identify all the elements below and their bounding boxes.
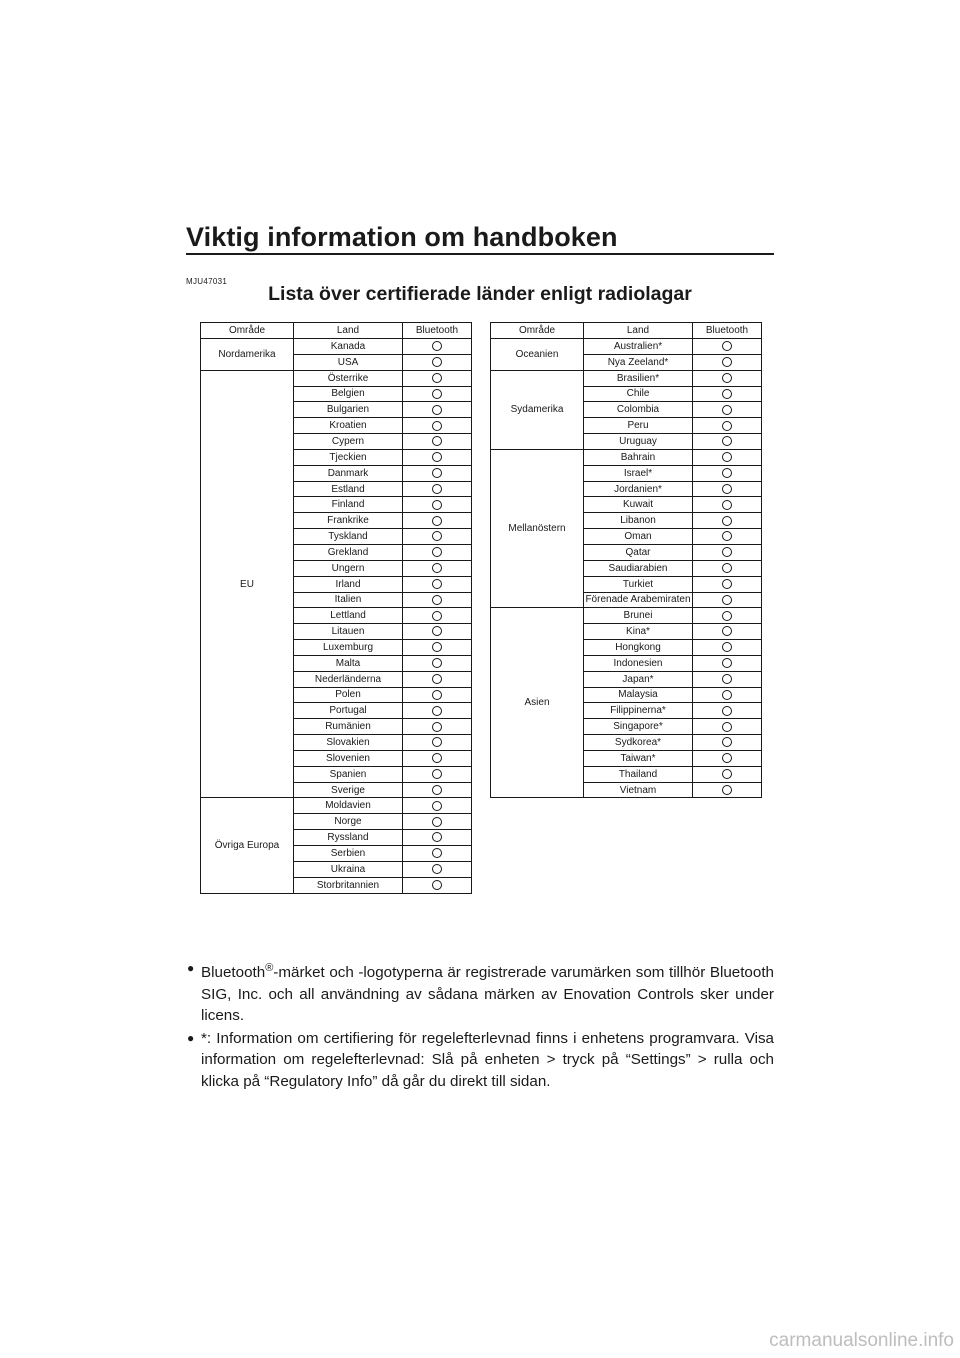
table-row: [491, 449, 762, 465]
country-cell: Ryssland: [294, 830, 403, 846]
bluetooth-cell: [693, 624, 762, 640]
registered-mark: ®: [265, 962, 274, 974]
area-header: Område: [201, 323, 294, 339]
bluetooth-cell: [693, 449, 762, 465]
bluetooth-cell: [403, 608, 472, 624]
bluetooth-cell: [693, 544, 762, 560]
supported-circle-icon: [432, 595, 442, 605]
country-cell: Australien*: [584, 339, 693, 355]
country-cell: Estland: [294, 481, 403, 497]
country-cell: Singapore*: [584, 719, 693, 735]
bluetooth-cell: [693, 497, 762, 513]
bluetooth-cell: [403, 386, 472, 402]
country-cell: Danmark: [294, 465, 403, 481]
table-row: [201, 339, 472, 355]
supported-circle-icon: [432, 642, 442, 652]
supported-circle-icon: [432, 579, 442, 589]
bluetooth-cell: [403, 339, 472, 355]
bluetooth-cell: [403, 766, 472, 782]
supported-circle-icon: [432, 531, 442, 541]
supported-circle-icon: [432, 674, 442, 684]
table-row: [491, 608, 762, 624]
supported-circle-icon: [432, 848, 442, 858]
country-cell: Turkiet: [584, 576, 693, 592]
supported-circle-icon: [722, 563, 732, 573]
area-cell: Sydamerika: [491, 370, 584, 449]
bluetooth-cell: [403, 830, 472, 846]
country-cell: Finland: [294, 497, 403, 513]
country-header: Land: [584, 323, 693, 339]
supported-circle-icon: [722, 516, 732, 526]
country-cell: Nederländerna: [294, 671, 403, 687]
certification-table-left: [200, 322, 472, 894]
table-header-row: [201, 323, 472, 339]
table-row: [491, 370, 762, 386]
page-header-title: Viktig information om handboken: [186, 222, 618, 252]
supported-circle-icon: [432, 737, 442, 747]
table-body: [201, 339, 472, 894]
bluetooth-cell: [403, 497, 472, 513]
bluetooth-cell: [403, 481, 472, 497]
country-cell: Oman: [584, 529, 693, 545]
area-cell: Övriga Europa: [201, 798, 294, 893]
bluetooth-cell: [403, 513, 472, 529]
supported-circle-icon: [722, 436, 732, 446]
bluetooth-cell: [693, 592, 762, 608]
supported-circle-icon: [432, 801, 442, 811]
bluetooth-cell: [693, 529, 762, 545]
country-cell: Brunei: [584, 608, 693, 624]
country-cell: Bahrain: [584, 449, 693, 465]
bluetooth-cell: [693, 655, 762, 671]
supported-circle-icon: [432, 516, 442, 526]
supported-circle-icon: [722, 405, 732, 415]
supported-circle-icon: [432, 658, 442, 668]
bluetooth-cell: [403, 418, 472, 434]
bluetooth-cell: [693, 687, 762, 703]
supported-circle-icon: [432, 421, 442, 431]
country-cell: Slovakien: [294, 735, 403, 751]
bluetooth-cell: [403, 846, 472, 862]
supported-circle-icon: [722, 753, 732, 763]
bluetooth-cell: [403, 655, 472, 671]
country-cell: Tyskland: [294, 529, 403, 545]
country-cell: Sverige: [294, 782, 403, 798]
bluetooth-cell: [403, 671, 472, 687]
certification-table-right: [490, 322, 762, 798]
supported-circle-icon: [432, 547, 442, 557]
section-code: MJU47031: [186, 277, 228, 286]
bluetooth-cell: [693, 782, 762, 798]
bluetooth-cell: [403, 750, 472, 766]
note2-text: *: Information om certifiering för regelefterlevnad finns i enhetens programvara. Visa information om regelefterlevnad: Slå på enheten > tryck på “Settings” > rulla och klicka på “Regulatory Info” då går du direkt till sidan.: [201, 1029, 774, 1090]
country-cell: Japan*: [584, 671, 693, 687]
supported-circle-icon: [722, 579, 732, 589]
bullet-icon: ●: [187, 961, 195, 975]
country-cell: Uruguay: [584, 434, 693, 450]
country-cell: USA: [294, 354, 403, 370]
country-cell: Belgien: [294, 386, 403, 402]
bluetooth-cell: [403, 861, 472, 877]
country-cell: Sydkorea*: [584, 735, 693, 751]
bluetooth-cell: [403, 624, 472, 640]
country-cell: Spanien: [294, 766, 403, 782]
bluetooth-cell: [693, 402, 762, 418]
country-cell: Malaysia: [584, 687, 693, 703]
supported-circle-icon: [722, 373, 732, 383]
bluetooth-cell: [403, 529, 472, 545]
note1-pre: Bluetooth: [201, 964, 266, 982]
supported-circle-icon: [432, 706, 442, 716]
watermark-url: carmanualsonline.info: [769, 1330, 954, 1351]
supported-circle-icon: [432, 769, 442, 779]
bluetooth-cell: [403, 402, 472, 418]
supported-circle-icon: [722, 706, 732, 716]
supported-circle-icon: [722, 531, 732, 541]
area-cell: Asien: [491, 608, 584, 798]
supported-circle-icon: [722, 737, 732, 747]
supported-circle-icon: [432, 722, 442, 732]
bluetooth-cell: [693, 513, 762, 529]
country-cell: Vietnam: [584, 782, 693, 798]
bluetooth-cell: [693, 386, 762, 402]
supported-circle-icon: [722, 341, 732, 351]
country-cell: Israel*: [584, 465, 693, 481]
supported-circle-icon: [432, 373, 442, 383]
supported-circle-icon: [722, 658, 732, 668]
note-certification-info: [186, 1028, 774, 1093]
bluetooth-cell: [693, 370, 762, 386]
country-cell: Ungern: [294, 560, 403, 576]
bluetooth-cell: [403, 719, 472, 735]
bluetooth-cell: [403, 370, 472, 386]
supported-circle-icon: [722, 500, 732, 510]
country-cell: Kanada: [294, 339, 403, 355]
supported-circle-icon: [432, 357, 442, 367]
country-cell: Tjeckien: [294, 449, 403, 465]
supported-circle-icon: [722, 626, 732, 636]
country-cell: Bulgarien: [294, 402, 403, 418]
supported-circle-icon: [432, 436, 442, 446]
supported-circle-icon: [722, 690, 732, 700]
bluetooth-cell: [693, 719, 762, 735]
country-cell: Kuwait: [584, 497, 693, 513]
bluetooth-header: Bluetooth: [403, 323, 472, 339]
supported-circle-icon: [722, 595, 732, 605]
bluetooth-cell: [403, 798, 472, 814]
supported-circle-icon: [722, 642, 732, 652]
country-cell: Lettland: [294, 608, 403, 624]
supported-circle-icon: [722, 468, 732, 478]
bluetooth-cell: [403, 687, 472, 703]
bluetooth-cell: [693, 703, 762, 719]
bluetooth-cell: [693, 434, 762, 450]
bluetooth-cell: [403, 576, 472, 592]
bluetooth-cell: [693, 576, 762, 592]
supported-circle-icon: [432, 611, 442, 621]
bluetooth-cell: [403, 465, 472, 481]
country-cell: Peru: [584, 418, 693, 434]
supported-circle-icon: [722, 484, 732, 494]
country-header: Land: [294, 323, 403, 339]
country-cell: Filippinerna*: [584, 703, 693, 719]
note-bluetooth-trademark: [186, 958, 774, 1027]
country-cell: Förenade Arabemiraten: [584, 592, 693, 608]
supported-circle-icon: [432, 341, 442, 351]
country-cell: Thailand: [584, 766, 693, 782]
country-cell: Polen: [294, 687, 403, 703]
table-header-row: [491, 323, 762, 339]
table-body: [491, 339, 762, 798]
supported-circle-icon: [722, 452, 732, 462]
country-cell: Frankrike: [294, 513, 403, 529]
country-cell: Moldavien: [294, 798, 403, 814]
country-cell: Libanon: [584, 513, 693, 529]
bluetooth-cell: [403, 592, 472, 608]
country-cell: Saudiarabien: [584, 560, 693, 576]
country-cell: Qatar: [584, 544, 693, 560]
country-cell: Serbien: [294, 846, 403, 862]
country-cell: Slovenien: [294, 750, 403, 766]
bluetooth-cell: [693, 339, 762, 355]
country-cell: Luxemburg: [294, 640, 403, 656]
bluetooth-cell: [403, 544, 472, 560]
country-cell: Cypern: [294, 434, 403, 450]
country-cell: Nya Zeeland*: [584, 354, 693, 370]
country-cell: Storbritannien: [294, 877, 403, 893]
supported-circle-icon: [722, 674, 732, 684]
supported-circle-icon: [432, 817, 442, 827]
bluetooth-cell: [403, 449, 472, 465]
country-cell: Rumänien: [294, 719, 403, 735]
supported-circle-icon: [722, 722, 732, 732]
bluetooth-cell: [693, 465, 762, 481]
supported-circle-icon: [722, 389, 732, 399]
country-cell: Brasilien*: [584, 370, 693, 386]
bluetooth-cell: [693, 481, 762, 497]
supported-circle-icon: [432, 563, 442, 573]
area-cell: EU: [201, 370, 294, 798]
supported-circle-icon: [432, 500, 442, 510]
note1-post: -märket och -logotyperna är registrerade varumärken som tillhör Bluetooth SIG, Inc. och all användning av sådana märken av Enovation Controls sker under licens.: [201, 964, 774, 1025]
bluetooth-cell: [693, 640, 762, 656]
area-header: Område: [491, 323, 584, 339]
bluetooth-cell: [693, 560, 762, 576]
bluetooth-cell: [693, 418, 762, 434]
country-cell: Jordanien*: [584, 481, 693, 497]
supported-circle-icon: [722, 785, 732, 795]
supported-circle-icon: [722, 611, 732, 621]
bluetooth-cell: [693, 766, 762, 782]
area-cell: Mellanöstern: [491, 449, 584, 607]
area-cell: Oceanien: [491, 339, 584, 371]
country-cell: Portugal: [294, 703, 403, 719]
country-cell: Ukraina: [294, 861, 403, 877]
supported-circle-icon: [432, 626, 442, 636]
country-cell: Italien: [294, 592, 403, 608]
country-cell: Litauen: [294, 624, 403, 640]
header-rule: [186, 253, 774, 255]
country-cell: Colombia: [584, 402, 693, 418]
country-cell: Irland: [294, 576, 403, 592]
bullet-icon: ●: [187, 1030, 195, 1045]
section-title: Lista över certifierade länder enligt radiolagar: [268, 283, 692, 305]
table-row: [201, 798, 472, 814]
supported-circle-icon: [432, 468, 442, 478]
supported-circle-icon: [722, 769, 732, 779]
supported-circle-icon: [432, 864, 442, 874]
bluetooth-cell: [403, 782, 472, 798]
supported-circle-icon: [722, 547, 732, 557]
supported-circle-icon: [722, 421, 732, 431]
country-cell: Norge: [294, 814, 403, 830]
table-row: [491, 339, 762, 355]
bluetooth-cell: [693, 750, 762, 766]
country-cell: Indonesien: [584, 655, 693, 671]
country-cell: Taiwan*: [584, 750, 693, 766]
country-cell: Kina*: [584, 624, 693, 640]
supported-circle-icon: [432, 405, 442, 415]
country-cell: Hongkong: [584, 640, 693, 656]
bluetooth-cell: [403, 735, 472, 751]
bluetooth-cell: [403, 703, 472, 719]
bluetooth-cell: [693, 354, 762, 370]
supported-circle-icon: [432, 753, 442, 763]
bluetooth-cell: [403, 434, 472, 450]
bluetooth-cell: [693, 671, 762, 687]
supported-circle-icon: [432, 832, 442, 842]
country-cell: Grekland: [294, 544, 403, 560]
supported-circle-icon: [432, 785, 442, 795]
area-cell: Nordamerika: [201, 339, 294, 371]
bluetooth-cell: [403, 814, 472, 830]
supported-circle-icon: [432, 880, 442, 890]
supported-circle-icon: [432, 452, 442, 462]
supported-circle-icon: [722, 357, 732, 367]
supported-circle-icon: [432, 484, 442, 494]
bluetooth-cell: [693, 735, 762, 751]
bluetooth-cell: [693, 608, 762, 624]
country-cell: Chile: [584, 386, 693, 402]
notes-list: [186, 958, 774, 1093]
bluetooth-cell: [403, 560, 472, 576]
bluetooth-cell: [403, 354, 472, 370]
bluetooth-cell: [403, 877, 472, 893]
country-cell: Kroatien: [294, 418, 403, 434]
bluetooth-cell: [403, 640, 472, 656]
country-cell: Österrike: [294, 370, 403, 386]
supported-circle-icon: [432, 389, 442, 399]
country-cell: Malta: [294, 655, 403, 671]
bluetooth-header: Bluetooth: [693, 323, 762, 339]
table-row: [201, 370, 472, 386]
supported-circle-icon: [432, 690, 442, 700]
